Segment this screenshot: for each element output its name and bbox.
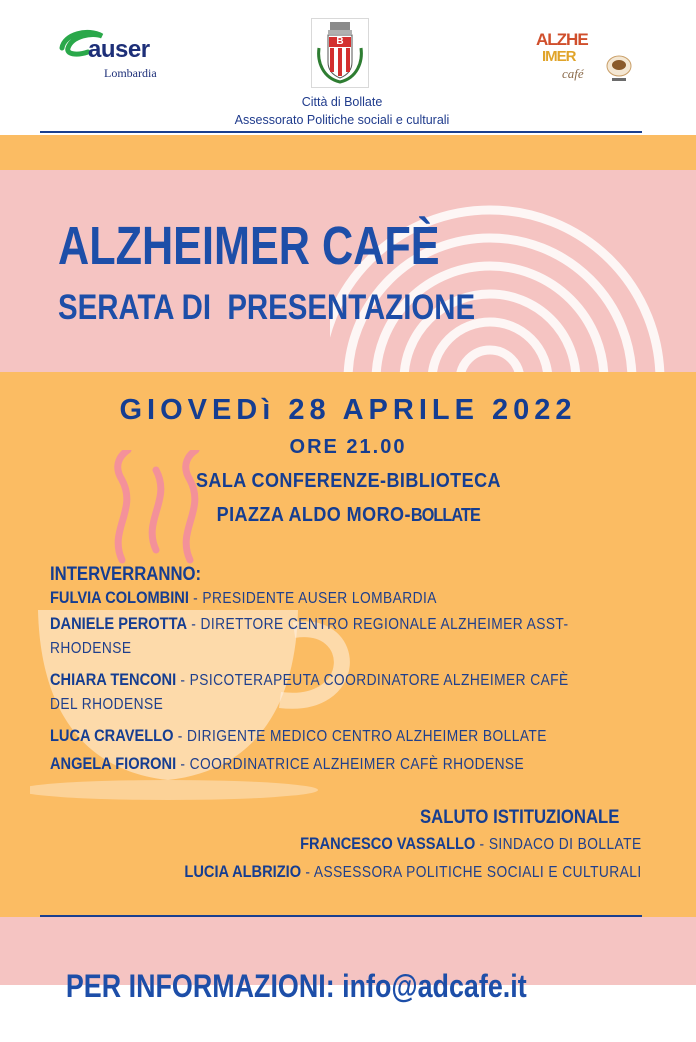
auser-logo	[58, 26, 178, 82]
footer-band	[0, 917, 696, 1004]
speaker-row	[50, 614, 569, 640]
speaker-role-cont: RHODENSE	[50, 640, 132, 657]
speaker-row	[50, 588, 566, 614]
event-venue: SALA CONFERENZE-BIBLIOTECA	[195, 470, 501, 492]
city-name: Città di Bollate	[301, 95, 383, 109]
speaker-role: - DIRETTORE CENTRO REGIONALE ALZHEIMER ASST-	[187, 616, 569, 633]
speaker-name: ANGELA FIORONI	[50, 754, 177, 773]
alz-logo-line2: IMER	[542, 48, 576, 65]
event-time-wrap	[0, 436, 696, 459]
event-address	[216, 504, 479, 527]
speaker-role-cont: DEL RHODENSE	[50, 696, 164, 713]
orange-strip	[0, 135, 696, 170]
greeting-name: LUCIA ALBRIZIO	[184, 862, 302, 881]
greeting-role: - ASSESSORA POLITICHE SOCIALI E CULTURALI	[301, 864, 642, 881]
speaker-role: - PSICOTERAPEUTA COORDINATORE ALZHEIMER CAFÈ	[176, 672, 569, 689]
event-address-wrap	[0, 504, 696, 527]
event-address-street: PIAZZA ALDO MORO-	[216, 504, 411, 526]
auser-wordmark: auser	[88, 36, 150, 63]
speaker-role: - PRESIDENTE AUSER LOMBARDIA	[188, 590, 437, 607]
crest-letter: B	[336, 36, 344, 47]
greeting-row	[185, 834, 642, 862]
hero-subtitle: SERATA DI PRESENTAZIONE	[58, 288, 476, 327]
header	[0, 0, 696, 135]
details-band	[0, 372, 696, 917]
speaker-role: - COORDINATRICE ALZHEIMER CAFÈ RHODENSE	[176, 756, 525, 773]
greeting-row	[185, 862, 642, 888]
event-address-city: BOLLATE	[410, 505, 480, 525]
hero-title: ALZHEIMER CAFÈ	[58, 216, 440, 276]
alz-logo-script: café	[562, 66, 584, 81]
greeting-list	[110, 834, 642, 888]
speaker-row	[50, 726, 566, 754]
crest-icon	[311, 18, 369, 88]
auser-region: Lombardia	[104, 66, 157, 80]
speaker-name: LUCA CRAVELLO	[50, 726, 174, 745]
greeting-heading: SALUTO ISTITUZIONALE	[420, 807, 620, 828]
alz-logo-line1: ALZHE	[536, 30, 588, 49]
footer-label: PER INFORMAZIONI:	[65, 968, 343, 1004]
footer-info	[36, 931, 527, 1042]
speaker-name: FULVIA COLOMBINI	[50, 588, 189, 607]
speaker-row	[50, 670, 569, 696]
greeting-role: - SINDACO DI BOLLATE	[475, 836, 642, 853]
speaker-name: CHIARA TENCONI	[50, 670, 177, 689]
speaker-list	[50, 588, 650, 780]
event-time: ORE 21.00	[289, 436, 407, 458]
greeting-name: FRANCESCO VASSALLO	[300, 834, 476, 853]
hero-band	[0, 170, 696, 372]
event-date: GIOVEDì 28 APRILE 2022	[119, 394, 577, 426]
speaker-row	[50, 754, 566, 780]
alzheimer-cafe-logo	[528, 24, 636, 94]
speaker-name: DANIELE PEROTTA	[50, 614, 188, 633]
city-department: Assessorato Politiche sociali e culturali	[234, 113, 450, 127]
coffee-cup-icon	[604, 52, 634, 86]
city-crest	[311, 18, 369, 88]
speakers-heading: INTERVERRANNO:	[50, 564, 202, 585]
event-venue-wrap	[0, 470, 696, 493]
speaker-role: - DIRIGENTE MEDICO CENTRO ALZHEIMER BOLLATE	[173, 728, 547, 745]
header-divider	[40, 131, 642, 133]
footer-email-link[interactable]: info@adcafe.it	[342, 968, 527, 1004]
